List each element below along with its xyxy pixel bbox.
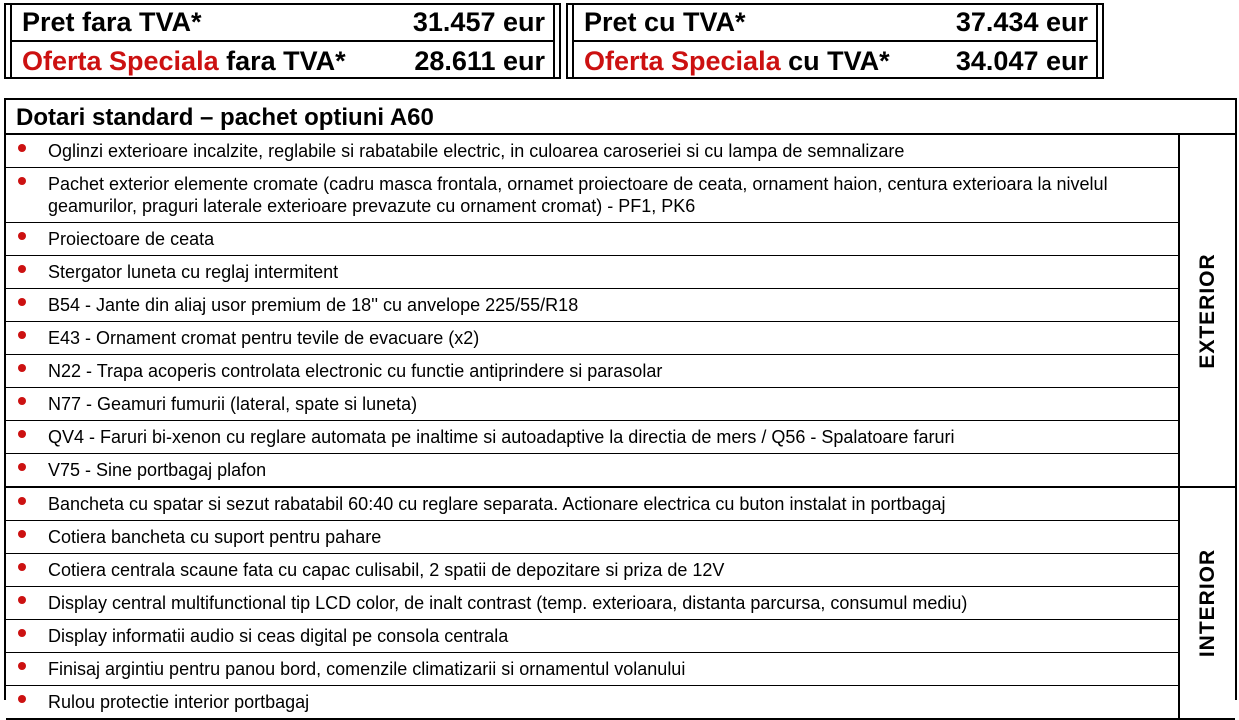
list-item-text: Finisaj argintiu pentru panou bord, comenzile climatizarii si ornamentul volanului xyxy=(48,659,686,679)
list-item xyxy=(6,256,1178,289)
price-box-without-vat xyxy=(4,3,561,79)
list-item xyxy=(6,421,1178,454)
price-row-base xyxy=(12,5,553,42)
price-label xyxy=(12,46,414,77)
list-item-text: Pachet exterior elemente cromate (cadru masca frontala, ornamet proiectoare de ceata, ornament haion, centura exterioara la nivelul geamurilor, praguri laterale exterioare prevazute cu ornament cromat) - PF1, PK6 xyxy=(48,174,1108,216)
bullet-icon xyxy=(18,298,26,306)
list-item xyxy=(6,223,1178,256)
price-row-special-offer xyxy=(12,43,553,80)
list-item xyxy=(6,355,1178,388)
price-label-suffix: cu TVA* xyxy=(780,46,890,76)
bullet-icon xyxy=(18,662,26,670)
bullet-icon xyxy=(18,596,26,604)
bullet-icon xyxy=(18,497,26,505)
price-box-frame xyxy=(10,5,555,77)
bullet-icon xyxy=(18,430,26,438)
list-item-text: Display informatii audio si ceas digital pe consola centrala xyxy=(48,626,509,646)
price-row-base xyxy=(574,5,1096,42)
interior-item-list xyxy=(6,488,1180,718)
list-item xyxy=(6,289,1178,322)
list-item xyxy=(6,620,1178,653)
list-item-text: Proiectoare de ceata xyxy=(48,229,215,249)
list-item xyxy=(6,653,1178,686)
list-item-text: Rulou protectie interior portbagaj xyxy=(48,692,310,712)
price-label: Pret fara TVA* xyxy=(22,7,202,37)
exterior-item-list xyxy=(6,135,1180,486)
list-item xyxy=(6,135,1178,168)
bullet-icon xyxy=(18,177,26,185)
bullet-icon xyxy=(18,397,26,405)
interior-side-cell xyxy=(1180,488,1235,718)
list-item-text: Bancheta cu spatar si sezut rabatabil 60:40 cu reglare separata. Actionare electrica cu buton instalat in portbagaj xyxy=(48,494,946,514)
special-offer-highlight: Oferta Speciala xyxy=(584,46,781,76)
standard-equipment-table xyxy=(4,98,1237,712)
list-item-text: N22 - Trapa acoperis controlata electronic cu functie antiprindere si parasolar xyxy=(48,361,663,381)
list-item xyxy=(6,322,1178,355)
bullet-icon xyxy=(18,364,26,372)
list-item-text: Cotiera centrala scaune fata cu capac culisabil, 2 spatii de depozitare si priza de 12V xyxy=(48,560,725,580)
list-item xyxy=(6,168,1178,223)
exterior-side-cell xyxy=(1180,135,1235,486)
list-item-text: Cotiera bancheta cu suport pentru pahare xyxy=(48,527,382,547)
list-item xyxy=(6,521,1178,554)
bullet-icon xyxy=(18,144,26,152)
list-item-text: Oglinzi exterioare incalzite, reglabile si rabatabile electric, in culoarea caroseriei si cu lampa de semnalizare xyxy=(48,141,905,161)
list-item xyxy=(6,488,1178,521)
price-value: 31.457 eur xyxy=(412,7,545,37)
list-item-text: V75 - Sine portbagaj plafon xyxy=(48,460,267,480)
list-item xyxy=(6,554,1178,587)
exterior-group xyxy=(6,135,1235,488)
price-box-with-vat xyxy=(566,3,1104,79)
list-item xyxy=(6,686,1178,718)
exterior-side-label: EXTERIOR xyxy=(1195,252,1219,369)
price-box-frame xyxy=(572,5,1098,77)
price-row-special-offer xyxy=(574,43,1096,80)
list-item-text: N77 - Geamuri fumurii (lateral, spate si luneta) xyxy=(48,394,418,414)
bullet-icon xyxy=(18,629,26,637)
list-item-text: E43 - Ornament cromat pentru tevile de evacuare (x2) xyxy=(48,328,480,348)
section-title: Dotari standard – pachet optiuni A60 xyxy=(6,100,1235,135)
price-value: 28.611 eur xyxy=(414,46,545,76)
bullet-icon xyxy=(18,530,26,538)
list-item-text: QV4 - Faruri bi-xenon cu reglare automata pe inaltime si autoadaptive la directia de mers / Q56 - Spalatoare faruri xyxy=(48,427,955,447)
list-item-text: B54 - Jante din aliaj usor premium de 18'' cu anvelope 225/55/R18 xyxy=(48,295,579,315)
price-value: 37.434 eur xyxy=(955,7,1088,37)
bullet-icon xyxy=(18,232,26,240)
list-item-text: Stergator luneta cu reglaj intermitent xyxy=(48,262,339,282)
bullet-icon xyxy=(18,695,26,703)
list-item xyxy=(6,388,1178,421)
interior-group xyxy=(6,488,1235,720)
bullet-icon xyxy=(18,463,26,471)
interior-side-label: INTERIOR xyxy=(1195,548,1219,658)
bullet-icon xyxy=(18,563,26,571)
special-offer-highlight: Oferta Speciala xyxy=(22,46,219,76)
price-label: Pret cu TVA* xyxy=(584,7,746,37)
list-item xyxy=(6,587,1178,620)
price-label xyxy=(574,46,956,77)
bullet-icon xyxy=(18,331,26,339)
price-label-suffix: fara TVA* xyxy=(218,46,346,76)
list-item xyxy=(6,454,1178,486)
bullet-icon xyxy=(18,265,26,273)
price-value: 34.047 eur xyxy=(955,46,1088,76)
list-item-text: Display central multifunctional tip LCD color, de inalt contrast (temp. exterioara, distanta parcursa, consumul mediu) xyxy=(48,593,968,613)
